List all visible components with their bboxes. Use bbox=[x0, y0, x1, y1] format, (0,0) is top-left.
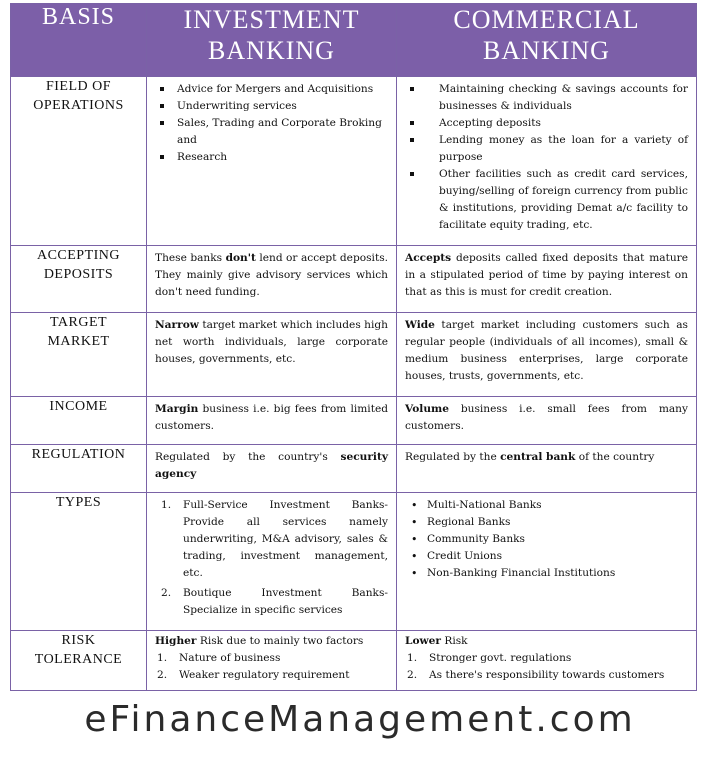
basis-field-of-operations bbox=[11, 77, 147, 246]
investment-field-list bbox=[155, 81, 388, 166]
investment-field-cell bbox=[147, 77, 397, 246]
basis-line: RISK bbox=[61, 633, 96, 648]
emphasis: security agency bbox=[155, 451, 388, 480]
commercial-risk-list bbox=[405, 650, 688, 684]
commercial-regulation-cell bbox=[397, 445, 697, 493]
row-accepting-deposits bbox=[11, 246, 697, 313]
list-item: Maintaining checking & savings accounts for businesses & individuals bbox=[427, 81, 688, 115]
list-item bbox=[161, 497, 388, 582]
basis-line: ACCEPTING bbox=[36, 248, 121, 263]
list-item: Sales, Trading and Corporate Broking and bbox=[177, 115, 388, 149]
basis-income: INCOME bbox=[11, 397, 147, 445]
basis-accepting-deposits bbox=[11, 246, 147, 313]
investment-types-list bbox=[157, 497, 388, 619]
emphasis: Accepts bbox=[405, 252, 452, 264]
header-row bbox=[11, 4, 697, 77]
list-number: 1. bbox=[161, 499, 172, 511]
basis-line: TOLERANCE bbox=[34, 652, 123, 667]
row-types bbox=[11, 493, 697, 631]
risk-lead bbox=[405, 633, 688, 650]
text: target market which includes high net worth individuals, large corporate houses, governments, etc. bbox=[155, 319, 388, 365]
list-number: 2. bbox=[157, 669, 168, 681]
basis-header: BASIS bbox=[11, 4, 147, 77]
list-item: Accepting deposits bbox=[427, 115, 688, 132]
list-number: 2. bbox=[161, 587, 172, 599]
emphasis: Volume bbox=[405, 403, 449, 415]
row-target-market bbox=[11, 313, 697, 397]
commercial-header-line1: COMMERCIAL bbox=[453, 5, 640, 34]
list-item: Underwriting services bbox=[177, 98, 388, 115]
investment-risk-list bbox=[155, 650, 388, 684]
commercial-deposits-cell bbox=[397, 246, 697, 313]
commercial-types-list bbox=[405, 497, 688, 582]
risk-lead bbox=[155, 633, 388, 650]
text: deposits called fixed deposits that mature in a stipulated period of time by paying interest on that as this is must for credit creation. bbox=[405, 252, 688, 298]
commercial-field-list bbox=[405, 81, 688, 234]
text: These banks bbox=[155, 252, 226, 264]
list-item: • Regional Banks bbox=[427, 514, 688, 531]
list-item: • Credit Unions bbox=[427, 548, 688, 565]
text: Weaker regulatory requirement bbox=[179, 669, 350, 681]
row-income bbox=[11, 397, 697, 445]
commercial-income-cell bbox=[397, 397, 697, 445]
site-footer-wordmark: eFinanceManagement.com bbox=[84, 699, 636, 740]
text: Risk bbox=[440, 635, 468, 647]
emphasis: Wide bbox=[405, 319, 435, 331]
investment-target-cell bbox=[147, 313, 397, 397]
investment-regulation-cell bbox=[147, 445, 397, 493]
basis-line: FIELD OF bbox=[45, 79, 112, 94]
emphasis: Narrow bbox=[155, 319, 199, 331]
text: Regulated by the country's bbox=[155, 451, 341, 463]
text: business i.e. big fees from limited customers. bbox=[155, 403, 388, 432]
list-item: Other facilities such as credit card services, buying/selling of foreign currency from public & institutions, providing Demat a/c facility to facilitate equity trading, etc. bbox=[427, 166, 688, 234]
investment-income-cell bbox=[147, 397, 397, 445]
list-item bbox=[407, 650, 688, 667]
text: of the country bbox=[575, 451, 655, 463]
basis-regulation: REGULATION bbox=[11, 445, 147, 493]
comparison-table bbox=[10, 3, 697, 691]
investment-banking-header bbox=[147, 4, 397, 77]
list-item bbox=[157, 667, 388, 684]
investment-types-cell bbox=[147, 493, 397, 631]
commercial-target-cell bbox=[397, 313, 697, 397]
emphasis: Higher bbox=[155, 635, 197, 647]
list-item bbox=[157, 650, 388, 667]
list-number: 2. bbox=[407, 669, 418, 681]
emphasis: don't bbox=[225, 252, 256, 264]
basis-risk-tolerance bbox=[11, 631, 147, 691]
text: Boutique Investment Banks- Specialize in specific services bbox=[183, 587, 388, 616]
emphasis: Margin bbox=[155, 403, 199, 415]
text: Stronger govt. regulations bbox=[429, 652, 572, 664]
investment-header-line2: BANKING bbox=[208, 36, 335, 65]
commercial-header-line2: BANKING bbox=[483, 36, 610, 65]
basis-line: OPERATIONS bbox=[33, 98, 124, 113]
list-number: 1. bbox=[157, 652, 168, 664]
list-item: • Non-Banking Financial Institutions bbox=[427, 565, 688, 582]
commercial-risk-cell bbox=[397, 631, 697, 691]
commercial-field-cell bbox=[397, 77, 697, 246]
text: Risk due to mainly two factors bbox=[196, 635, 364, 647]
list-item bbox=[161, 585, 388, 619]
basis-target-market bbox=[11, 313, 147, 397]
emphasis: central bank bbox=[500, 451, 576, 463]
investment-header-line1: INVESTMENT bbox=[183, 5, 360, 34]
basis-line: MARKET bbox=[47, 334, 110, 349]
text: Regulated by the bbox=[405, 451, 501, 463]
text: Nature of business bbox=[179, 652, 281, 664]
basis-line: TARGET bbox=[49, 315, 108, 330]
emphasis: Lower bbox=[405, 635, 441, 647]
list-item: Research bbox=[177, 149, 388, 166]
list-number: 1. bbox=[407, 652, 418, 664]
list-item: Advice for Mergers and Acquisitions bbox=[177, 81, 388, 98]
list-item bbox=[407, 667, 688, 684]
list-item: Lending money as the loan for a variety of purpose bbox=[427, 132, 688, 166]
list-item: • Multi-National Banks bbox=[427, 497, 688, 514]
row-risk-tolerance bbox=[11, 631, 697, 691]
investment-risk-cell bbox=[147, 631, 397, 691]
list-item: • Community Banks bbox=[427, 531, 688, 548]
text: target market including customers such as regular people (individuals of all incomes), small & medium business enterprises, large corporate houses, trusts, governments, etc. bbox=[405, 319, 688, 382]
basis-line: DEPOSITS bbox=[43, 267, 114, 282]
text: Full-Service Investment Banks- Provide all services namely underwriting, M&A advisory, sales & trading, investment management, etc. bbox=[183, 499, 388, 579]
text: lend or accept deposits. They mainly give advisory services which don't need funding. bbox=[155, 252, 388, 298]
text: business i.e. small fees from many customers. bbox=[405, 403, 688, 432]
row-regulation bbox=[11, 445, 697, 493]
commercial-types-cell bbox=[397, 493, 697, 631]
commercial-banking-header bbox=[397, 4, 697, 77]
investment-deposits-cell bbox=[147, 246, 397, 313]
text: As there's responsibility towards customers bbox=[429, 669, 665, 681]
row-field-of-operations bbox=[11, 77, 697, 246]
basis-types: TYPES bbox=[11, 493, 147, 631]
